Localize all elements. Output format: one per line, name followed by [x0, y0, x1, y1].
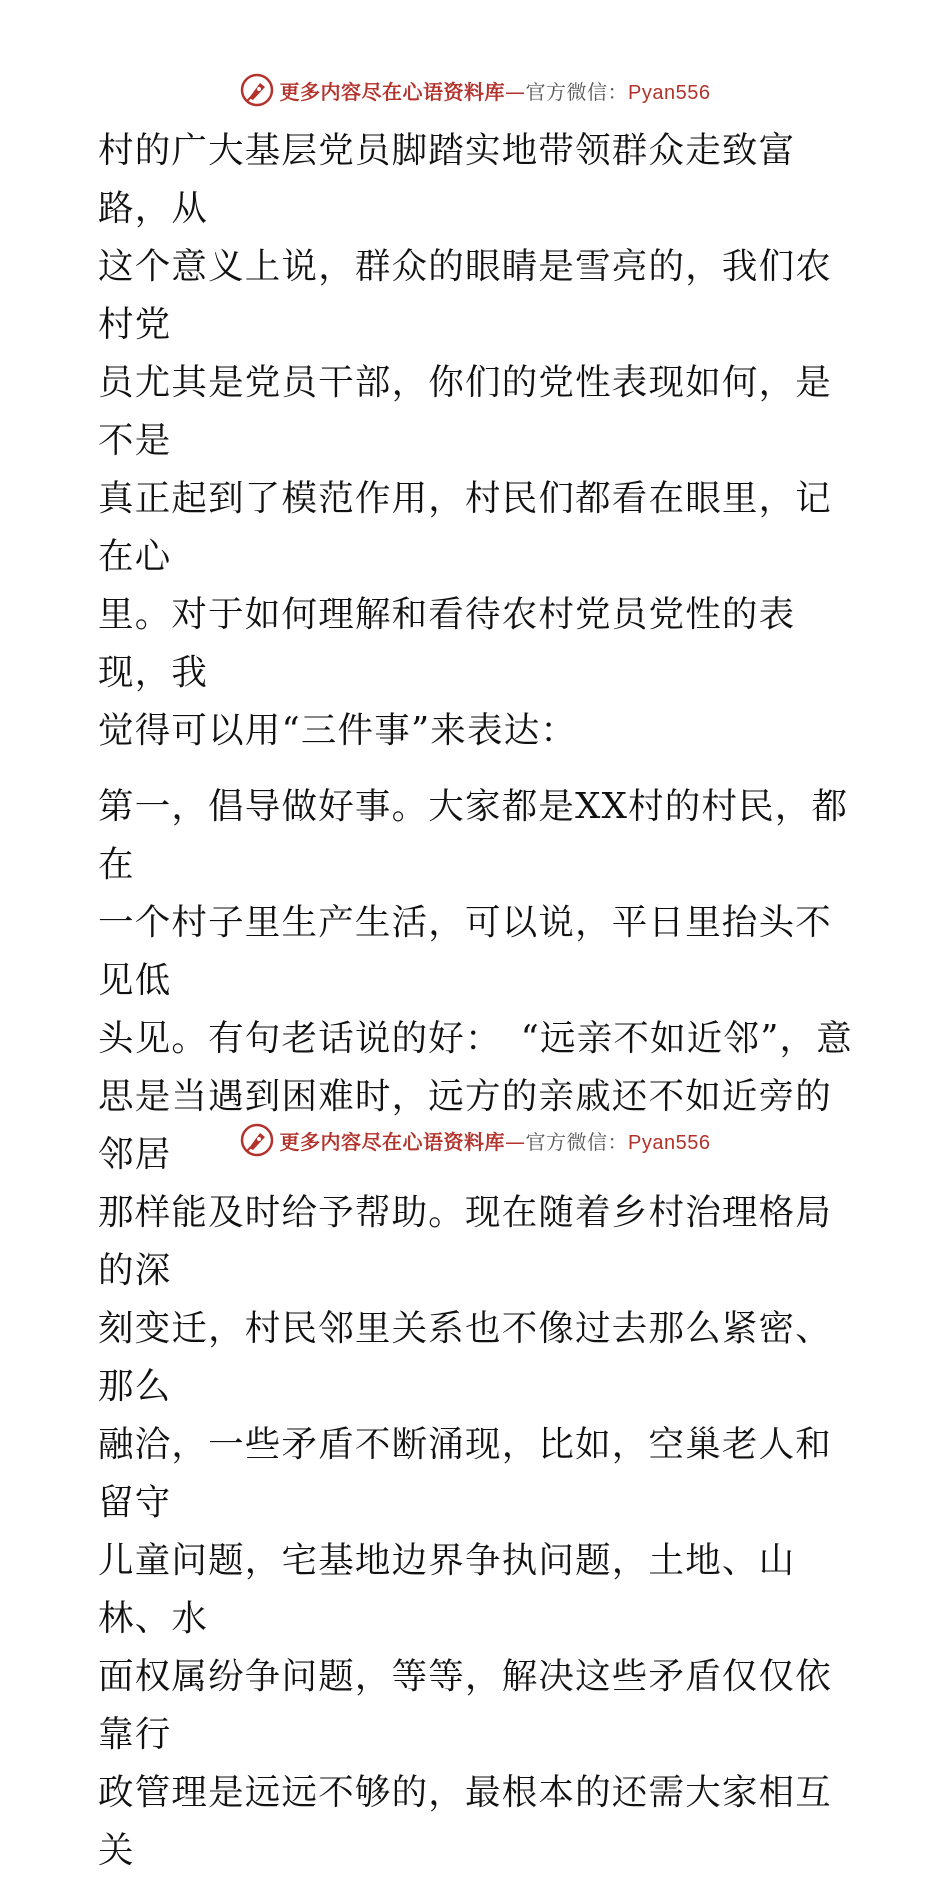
- document-body: [98, 122, 858, 1880]
- pen-nib-logo-icon: [240, 73, 274, 107]
- paragraph-spacer: [98, 760, 858, 778]
- text-line: 儿童问题，宅基地边界争执问题，土地、山林、水: [98, 1540, 796, 1639]
- text-line: 政管理是远远不够的，最根本的还需大家相互关: [98, 1772, 833, 1871]
- header-wechat-id: Pyan556: [628, 81, 711, 104]
- text-line: 融洽，一些矛盾不断涌现，比如，空巢老人和留守: [98, 1424, 833, 1523]
- footer-wechat-label: 官方微信：: [525, 1129, 629, 1154]
- text-line: 村的广大基层党员脚踏实地带领群众走致富路，从: [98, 130, 796, 229]
- footer-dash: —: [505, 1129, 526, 1154]
- text-line: 那样能及时给予帮助。现在随着乡村治理格局的深: [98, 1192, 833, 1291]
- footer-text: [280, 1126, 711, 1155]
- text-line: 刻变迁，村民邻里关系也不像过去那么紧密、那么: [98, 1308, 833, 1407]
- footer-banner: [0, 1120, 950, 1160]
- footer-site-name: 更多内容尽在心语资料库: [279, 1129, 506, 1154]
- text-line: 觉得可以用“三件事”来表达：: [98, 710, 578, 751]
- header-wechat-label: 官方微信：: [525, 79, 629, 104]
- text-line: 一个村子里生产生活，可以说，平日里抬头不见低: [98, 902, 833, 1001]
- text-line: 头见。有句老话说的好： “远亲不如近邻”，意: [98, 1018, 853, 1059]
- header-site-name: 更多内容尽在心语资料库: [279, 79, 506, 104]
- paragraph-1: [98, 122, 858, 760]
- text-line: 里。对于如何理解和看待农村党员党性的表现，我: [98, 594, 796, 693]
- header-dash: —: [505, 79, 526, 104]
- footer-wechat-id: Pyan556: [628, 1131, 711, 1154]
- text-line: 这个意义上说，群众的眼睛是雪亮的，我们农村党: [98, 246, 833, 345]
- text-line: 思是当遇到困难时，远方的亲戚还不如近旁的邻居: [98, 1076, 833, 1175]
- pen-nib-logo-icon: [240, 1123, 274, 1157]
- paragraph-2: [98, 778, 858, 1880]
- text-line: 面权属纷争问题，等等，解决这些矛盾仅仅依靠行: [98, 1656, 833, 1755]
- header-text: [280, 76, 711, 105]
- text-line: 员尤其是党员干部，你们的党性表现如何，是不是: [98, 362, 833, 461]
- text-line: 第一，倡导做好事。大家都是XX村的村民，都在: [98, 786, 849, 885]
- header-banner: [0, 70, 950, 110]
- text-line: 真正起到了模范作用，村民们都看在眼里，记在心: [98, 478, 833, 577]
